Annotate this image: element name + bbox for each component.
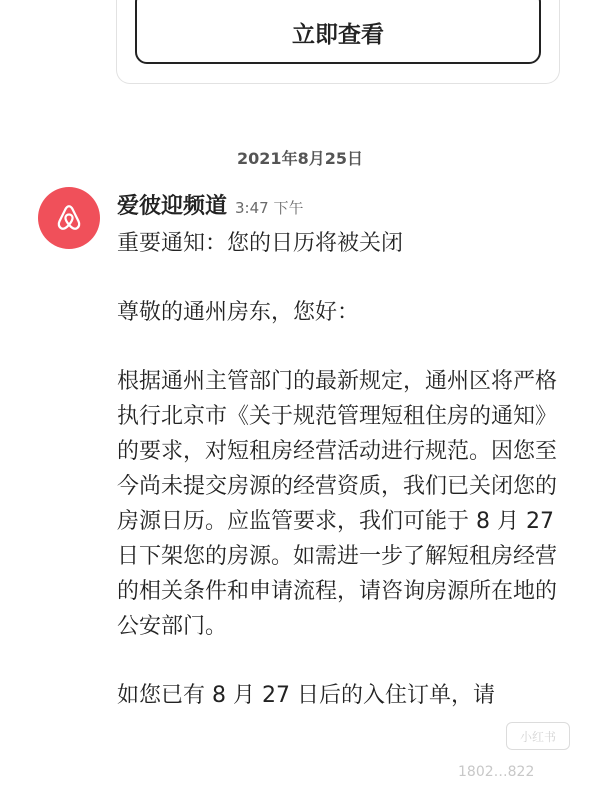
watermark-badge: 小红书 (506, 722, 570, 750)
message-paragraph: 根据通州主管部门的最新规定，通州区将严格执行北京市《关于规范管理短租住房的通知》的要求，对短租房经营活动进行规范。因您至今尚未提交房源的经营资质，我们已关闭您的房源日历。应监管要求，我们可能于 8 月 27 日下架您的房源。如需进一步了解短租房经营的相关条件和申请流程，请咨询房源所在地的公安部门。 (117, 369, 558, 639)
date-separator: 2021年8月25日 (237, 149, 363, 168)
message-body (117, 226, 577, 747)
view-now-button[interactable]: 立即查看 (135, 0, 541, 64)
watermark-id: 1802…822 (458, 764, 535, 780)
sender-avatar[interactable] (38, 187, 100, 249)
message-subject: 重要通知：您的日历将被关闭 (117, 231, 404, 256)
sender-name[interactable]: 爱彼迎频道 (117, 194, 228, 219)
message-time: 3:47 下午 (235, 199, 304, 217)
message-greeting: 尊敬的通州房东，您好： (117, 300, 360, 325)
message-paragraph: 如您已有 8 月 27 日后的入住订单，请 (117, 683, 495, 708)
airbnb-logo-icon (54, 203, 84, 233)
message-header (117, 189, 303, 220)
